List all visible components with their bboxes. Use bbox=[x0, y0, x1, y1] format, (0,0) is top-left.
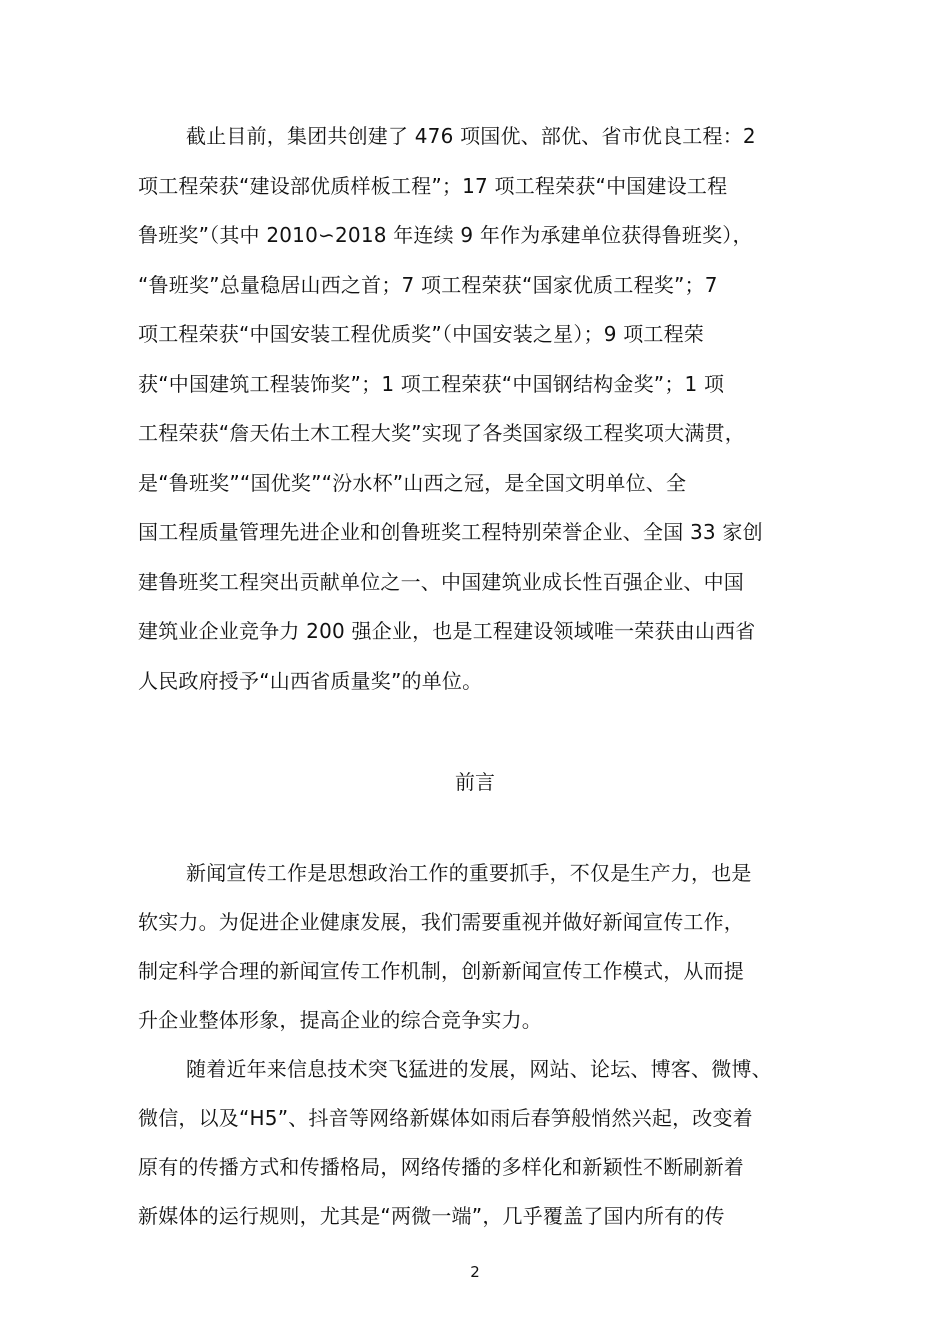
text-line: 制定科学合理的新闻宣传工作机制，创新新闻宣传工作模式，从而提 bbox=[138, 959, 744, 983]
text-line: 截止目前，集团共创建了 476 项国优、部优、省市优良工程：2 bbox=[186, 124, 756, 148]
text-line: 建鲁班奖工程突出贡献单位之一、中国建筑业成长性百强企业、中国 bbox=[138, 570, 744, 594]
text-line: 建筑业企业竞争力 200 强企业，也是工程建设领域唯一荣获由山西省 bbox=[138, 619, 756, 643]
text-line: 升企业整体形象，提高企业的综合竞争实力。 bbox=[138, 1008, 542, 1032]
text-line: 项工程荣获“建设部优质样板工程”；17 项工程荣获“中国建设工程 bbox=[138, 174, 728, 198]
text-line: 微信，以及“H5”、抖音等网络新媒体如雨后春笋般悄然兴起，改变着 bbox=[138, 1106, 753, 1130]
text-line: 人民政府授予“山西省质量奖”的单位。 bbox=[138, 669, 483, 693]
text-line: 项工程荣获“中国安装工程优质奖”（中国安装之星）；9 项工程荣 bbox=[138, 322, 705, 346]
text-line: 是“鲁班奖”“国优奖”“汾水杯”山西之冠，是全国文明单位、全 bbox=[138, 471, 687, 495]
text-line: 随着近年来信息技术突飞猛进的发展，网站、论坛、博客、微博、 bbox=[186, 1057, 772, 1081]
text-line: “鲁班奖”总量稳居山西之首；7 项工程荣获“国家优质工程奖”；7 bbox=[138, 273, 718, 297]
page-number: 2 bbox=[470, 1263, 480, 1281]
text-line: 国工程质量管理先进企业和创鲁班奖工程特别荣誉企业、全国 33 家创 bbox=[138, 520, 763, 544]
text-line: 工程荣获“詹天佑土木工程大奖”实现了各类国家级工程奖项大满贯， bbox=[138, 421, 745, 445]
section-heading: 前言 bbox=[455, 770, 495, 794]
text-line: 原有的传播方式和传播格局，网络传播的多样化和新颖性不断刷新着 bbox=[138, 1155, 744, 1179]
text-line: 鲁班奖”（其中 2010∽2018 年连续 9 年作为承建单位获得鲁班奖）， bbox=[138, 223, 753, 247]
text-line: 获“中国建筑工程装饰奖”；1 项工程荣获“中国钢结构金奖”；1 项 bbox=[138, 372, 725, 396]
text-line: 新闻宣传工作是思想政治工作的重要抓手，不仅是生产力，也是 bbox=[186, 861, 752, 885]
text-line: 软实力。为促进企业健康发展，我们需要重视并做好新闻宣传工作， bbox=[138, 910, 744, 934]
text-line: 新媒体的运行规则，尤其是“两微一端”，几乎覆盖了国内所有的传 bbox=[138, 1204, 725, 1228]
